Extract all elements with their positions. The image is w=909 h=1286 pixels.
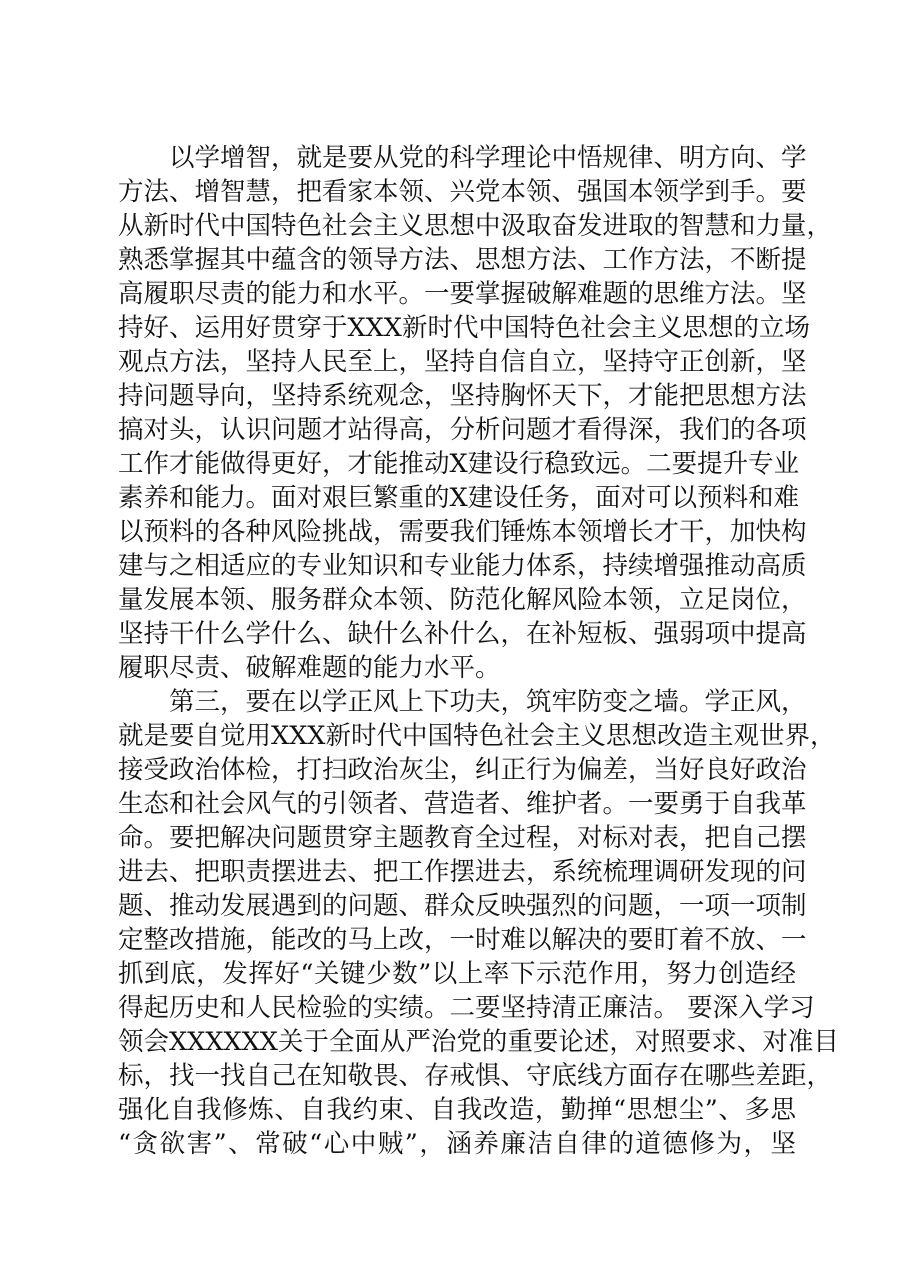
paragraph-line: 以预料的各种风险挑战，需要我们锤炼本领增长才干，加快构 <box>118 517 807 547</box>
paragraph-line: 熟悉掌握其中蕴含的领导方法、思想方法、工作方法，不断提 <box>118 245 807 275</box>
paragraph-line: 持问题导向，坚持系统观念，坚持胸怀天下，才能把思想方法 <box>118 381 807 411</box>
paragraph-line: 坚持干什么学什么、缺什么补什么，在补短板、强弱项中提高 <box>118 619 807 649</box>
paragraph-line: 从新时代中国特色社会主义思想中汲取奋发进取的智慧和力量， <box>118 211 833 241</box>
paragraph-line: 领会XXXXXX关于全面从严治党的重要论述，对照要求、对准目 <box>118 1027 839 1057</box>
paragraph-line: 得起历史和人民检验的实绩。二要坚持清正廉洁。 要深入学习 <box>118 993 815 1023</box>
paragraph-line: 命。要把解决问题贯穿主题教育全过程，对标对表，把自己摆 <box>118 823 807 853</box>
paragraph-line: 工作才能做得更好，才能推动X建设行稳致远。二要提升专业 <box>118 449 800 479</box>
paragraph-line: 持好、运用好贯穿于XXX新时代中国特色社会主义思想的立场 <box>118 313 810 343</box>
section-heading-line: 第三，要在以学正风上下功夫，筑牢防变之墙。学正风， <box>169 687 807 717</box>
paragraph-line: 强化自我修炼、自我约束、自我改造，勤掸“思想尘”、多思 <box>118 1095 796 1125</box>
paragraph-line: 搞对头，认识问题才站得高，分析问题才看得深，我们的各项 <box>118 415 807 445</box>
paragraph-line: 履职尽责、破解难题的能力水平。 <box>118 653 501 683</box>
paragraph-line: 进去、把职责摆进去、把工作摆进去，系统梳理调研发现的问 <box>118 857 807 887</box>
paragraph-line: 生态和社会风气的引领者、营造者、维护者。一要勇于自我革 <box>118 789 807 819</box>
paragraph-line: 素养和能力。面对艰巨繁重的X建设任务，面对可以预料和难 <box>118 483 800 513</box>
paragraph-line: 题、推动发展遇到的问题、群众反映强烈的问题，一项一项制 <box>118 891 807 921</box>
paragraph-line: 建与之相适应的专业知识和专业能力体系，持续增强推动高质 <box>118 551 807 581</box>
paragraph-line: 方法、增智慧，把看家本领、兴党本领、强国本领学到手。要 <box>118 177 807 207</box>
paragraph-line: 标，找一找自己在知敬畏、存戒惧、守底线方面存在哪些差距， <box>118 1061 833 1091</box>
paragraph-line: 定整改措施，能改的马上改，一时难以解决的要盯着不放、一 <box>118 925 807 955</box>
paragraph-line: 就是要自觉用XXX新时代中国特色社会主义思想改造主观世界， <box>118 721 836 751</box>
paragraph-line: 高履职尽责的能力和水平。一要掌握破解难题的思维方法。坚 <box>118 279 807 309</box>
paragraph-line: 量发展本领、服务群众本领、防范化解风险本领，立足岗位， <box>118 585 807 615</box>
paragraph-line: 抓到底，发挥好“关键少数”以上率下示范作用，努力创造经 <box>118 959 796 989</box>
paragraph-line: 接受政治体检，打扫政治灰尘，纠正行为偏差，当好良好政治 <box>118 755 807 785</box>
paragraph-line: 观点方法，坚持人民至上，坚持自信自立，坚持守正创新，坚 <box>118 347 807 377</box>
body-text <box>118 141 839 1161</box>
paragraph-line: 以学增智，就是要从党的科学理论中悟规律、明方向、学 <box>169 143 807 173</box>
paragraph-line: “贪欲害”、常破“心中贼”，涵养廉洁自律的道德修为，坚 <box>118 1129 796 1159</box>
